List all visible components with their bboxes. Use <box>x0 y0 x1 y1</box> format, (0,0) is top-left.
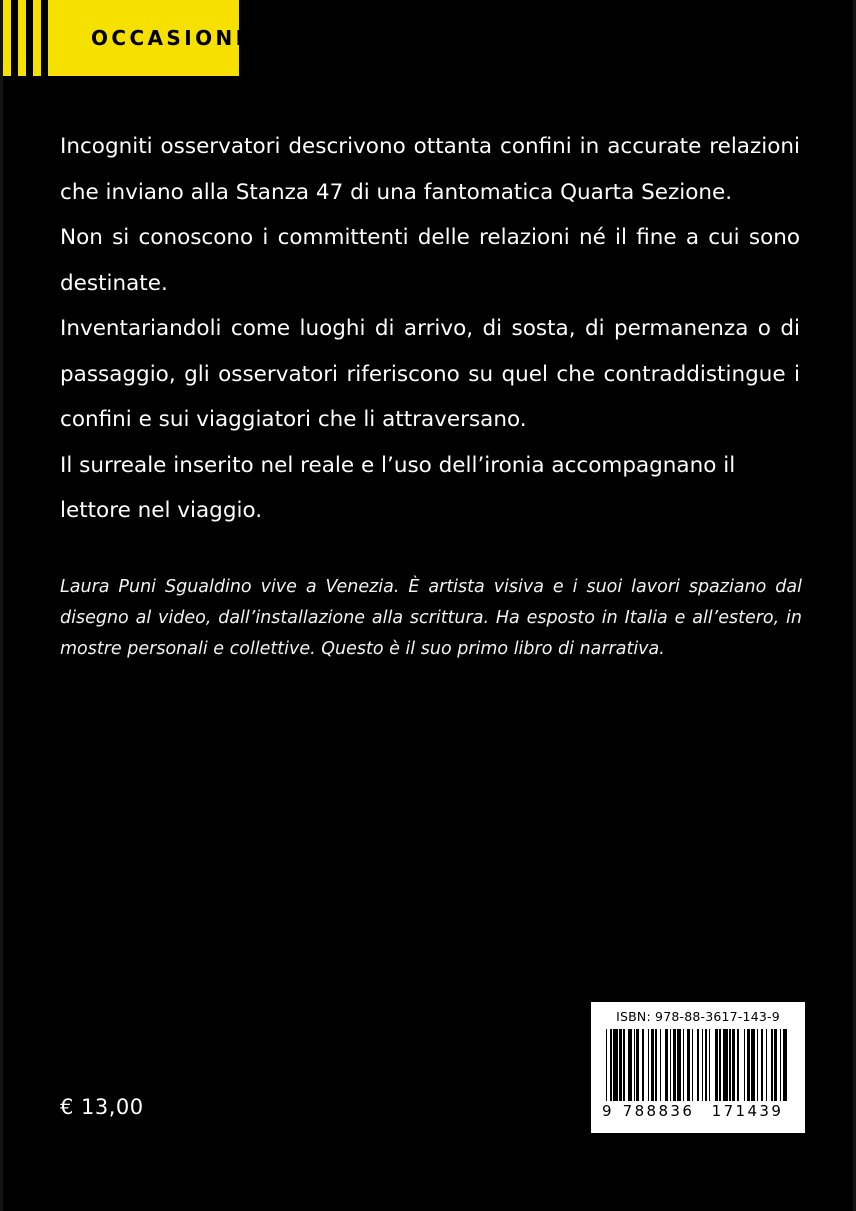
blurb-paragraph: Non si conoscono i committenti delle relazioni né il fine a cui sono destinate. <box>60 225 800 296</box>
series-stripes-icon <box>3 0 65 76</box>
price-label: € 13,00 <box>60 1095 144 1119</box>
barcode-digit-mid: 788836 <box>622 1102 695 1120</box>
author-bio: Laura Puni Sgualdino vive a Venezia. È artista visiva e i suoi lavori spaziano dal disegno al video, dall’installazione alla scrittura. Ha esposto in Italia e all’estero, in mostre personali e collettive. Questo è il suo primo libro di narrativa. <box>60 577 802 659</box>
barcode-bars <box>606 1029 790 1101</box>
blurb-text <box>60 124 800 534</box>
blurb-paragraph: Il surreale inserito nel reale e l’uso dell’ironia accompagnano il lettore nel viaggio. <box>60 452 736 523</box>
blurb-paragraph: Incogniti osservatori descrivono ottanta confini in accurate relazioni che inviano alla Stanza 47 di una fantomatica Quarta Sezione. <box>60 134 800 205</box>
barcode-digits <box>602 1102 792 1120</box>
series-label: OCCASIONI <box>91 26 247 50</box>
blurb-paragraph: Inventariandoli come luoghi di arrivo, di sosta, di permanenza o di passaggio, gli osservatori riferiscono su quel che contraddistingue i confini e sui viaggiatori che li attraversano. <box>60 316 800 432</box>
barcode-block <box>591 1002 805 1133</box>
isbn-label: ISBN: 978-88-3617-143-9 <box>616 1009 780 1024</box>
barcode-digit-right: 171439 <box>711 1102 784 1120</box>
series-band <box>3 0 247 76</box>
barcode-digit-left: 9 <box>602 1102 613 1120</box>
